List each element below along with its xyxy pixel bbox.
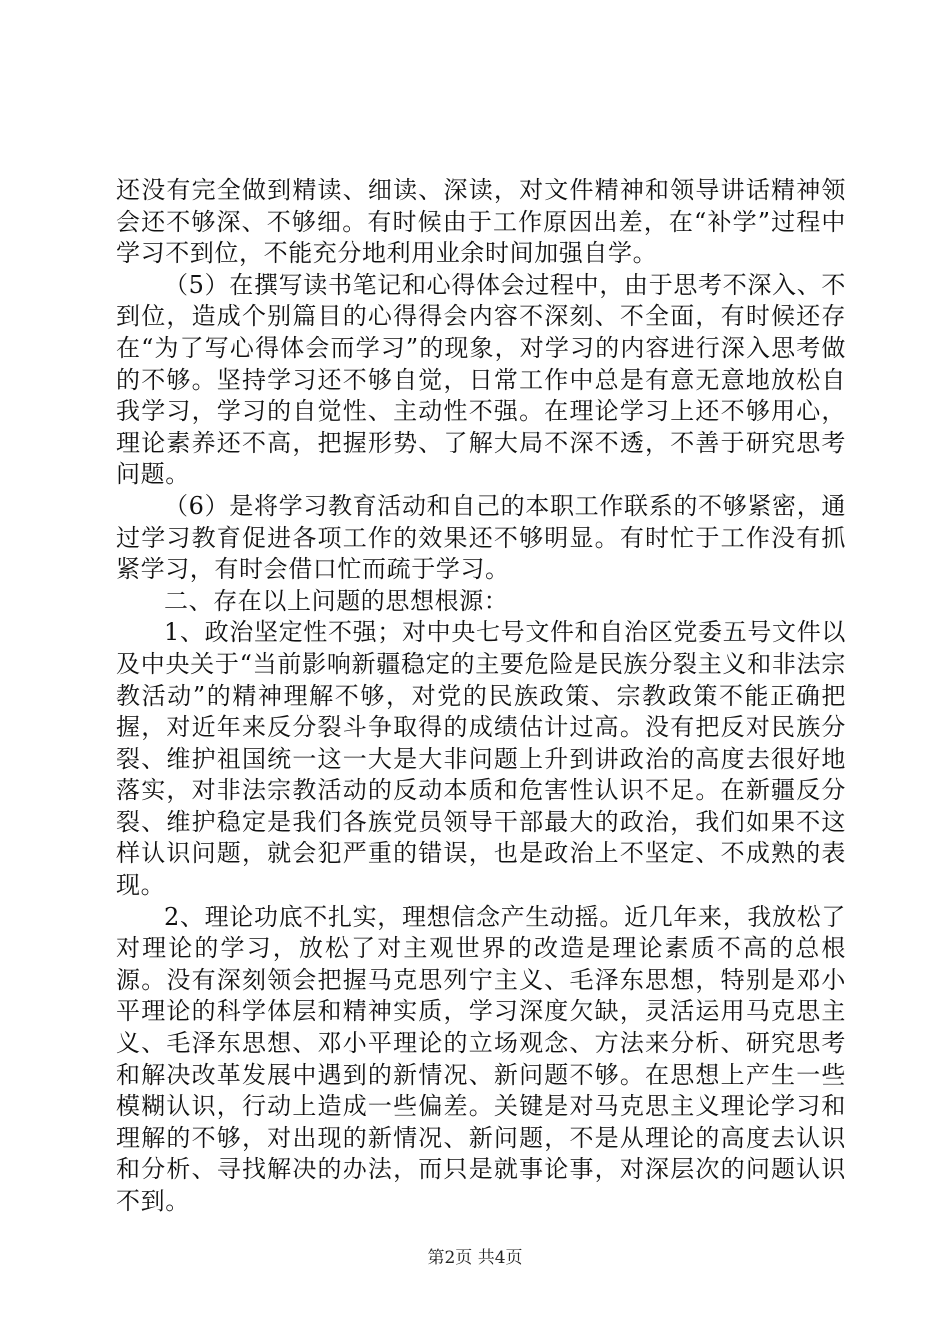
paragraph-continuation: 还没有完全做到精读、细读、深读，对文件精神和领导讲话精神领会还不够深、不够细。有时候由于工作原因出差，在“补学”过程中学习不到位，不能充分地利用业余时间加强自学。 xyxy=(116,176,846,268)
paragraph-cause-1: 1、政治坚定性不强；对中央七号文件和自治区党委五号文件以及中央关于“当前影响新疆稳定的主要危险是民族分裂主义和非法宗教活动”的精神理解不够，对党的民族政策、宗教政策不能正确把握，对近年来反分裂斗争取得的成绩估计过高。没有把反对民族分裂、维护祖国统一这一大是大非问题上升到讲政治的高度去很好地落实，对非法宗教活动的反动本质和危害性认识不足。在新疆反分裂、维护稳定是我们各族党员领导干部最大的政治，我们如果不这样认识问题，就会犯严重的错误，也是政治上不坚定、不成熟的表现。 xyxy=(116,618,846,900)
paragraph-cause-2: 2、理论功底不扎实，理想信念产生动摇。近几年来，我放松了对理论的学习，放松了对主观世界的改造是理论素质不高的总根源。没有深刻领会把握马克思列宁主义、毛泽东思想，特别是邓小平理论的科学体层和精神实质，学习深度欠缺，灵活运用马克思主义、毛泽东思想、邓小平理论的立场观念、方法来分析、研究思考和解决改革发展中遇到的新情况、新问题不够。在思想上产生一些模糊认识，行动上造成一些偏差。关键是对马克思主义理论学习和理解的不够，对出现的新情况、新问题，不是从理论的高度去认识和分析、寻找解决的办法，而只是就事论事，对深层次的问题认识不到。 xyxy=(116,902,846,1215)
page-footer: 第2页 共4页 xyxy=(427,1248,523,1268)
paragraph-item-5: （5）在撰写读书笔记和心得体会过程中，由于思考不深入、不到位，造成个别篇目的心得得会内容不深刻、不全面，有时候还存在“为了写心得体会而学习”的现象，对学习的内容进行深入思考做的不够。坚持学习还不够自觉，日常工作中总是有意无意地放松自我学习，学习的自觉性、主动性不强。在理论学习上还不够用心，理论素养还不高，把握形势、了解大局不深不透，不善于研究思考问题。 xyxy=(116,270,846,489)
document-body xyxy=(116,175,846,1218)
paragraph-item-6: （6）是将学习教育活动和自己的本职工作联系的不够紧密，通过学习教育促进各项工作的效果还不够明显。有时忙于工作没有抓紧学习，有时会借口忙而疏于学习。 xyxy=(116,491,846,584)
section-heading-root-causes: 二、存在以上问题的思想根源： xyxy=(164,586,509,615)
